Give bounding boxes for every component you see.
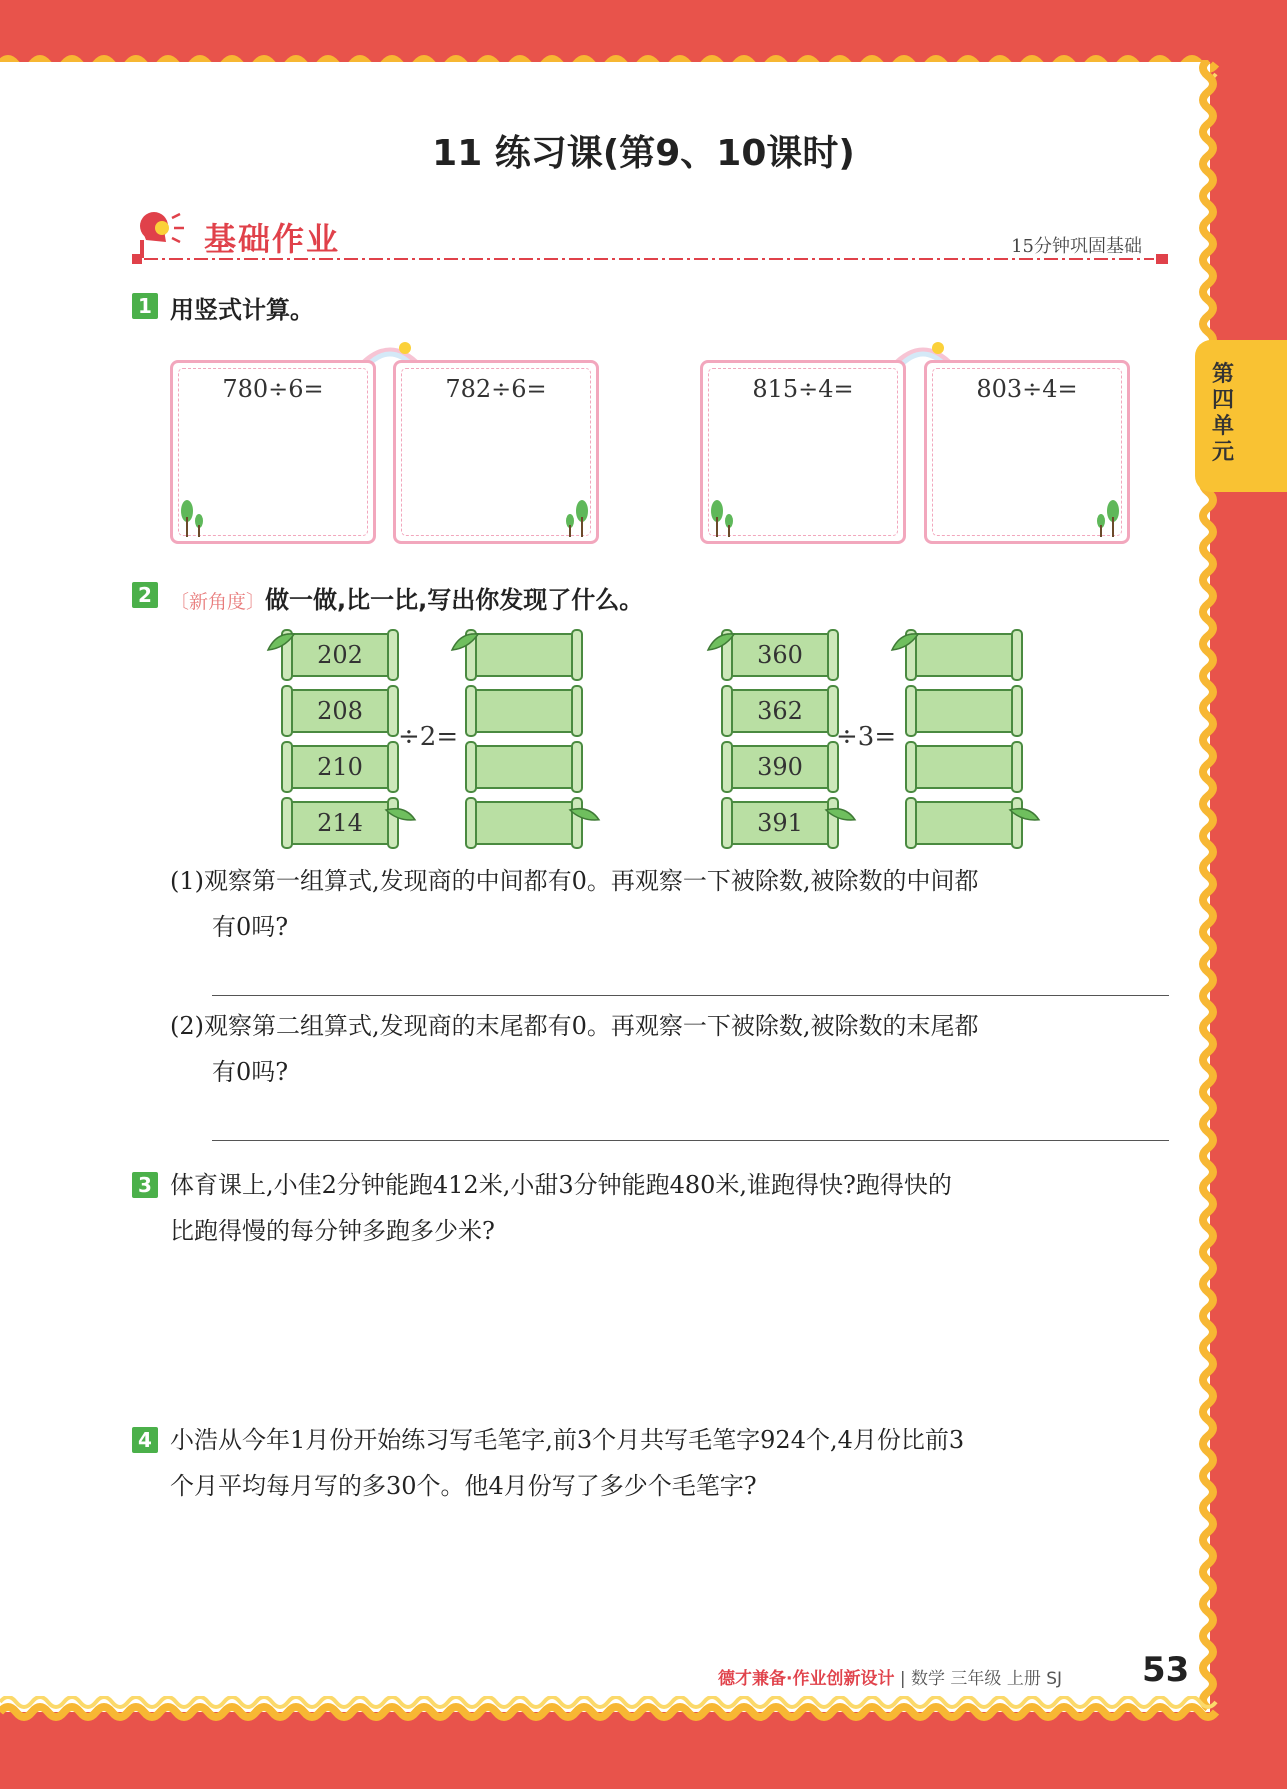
section-header	[132, 208, 1172, 268]
answer-line[interactable]	[212, 995, 1169, 996]
page-number: 53	[1142, 1650, 1190, 1690]
question-3-line-1: 体育课上,小佳2分钟能跑412米,小甜3分钟能跑480米,谁跑得快?跑得快的	[170, 1171, 952, 1199]
question-4-number: 4	[132, 1427, 158, 1453]
tree-icon	[560, 497, 590, 537]
bamboo-scrolls	[0, 620, 1287, 850]
tree-icon	[709, 497, 739, 537]
question-3-line-2: 比跑得慢的每分钟多跑多少米?	[170, 1217, 495, 1245]
quotient-blank[interactable]	[470, 690, 578, 732]
calc-box[interactable]	[170, 360, 376, 544]
division-problem: 815÷4=	[752, 375, 854, 403]
footer: 德才兼备·作业创新设计 | 数学 三年级 上册 SJ	[718, 1669, 1063, 1689]
question-1-text: 用竖式计算。	[170, 296, 314, 324]
question-4-line-1: 小浩从今年1月份开始练习写毛笔字,前3个月共写毛笔字924个,4月份比前3	[170, 1426, 965, 1454]
calc-box[interactable]	[393, 360, 599, 544]
right-wave-border	[1196, 60, 1226, 1720]
sub-question-1-line-2: 有0吗?	[212, 913, 289, 941]
question-3-number: 3	[132, 1172, 158, 1198]
division-problem: 782÷6=	[445, 375, 547, 403]
section-title: 基础作业	[204, 220, 341, 258]
divide-by-2-operator: ÷2=	[398, 722, 459, 752]
quotient-blank[interactable]	[910, 690, 1018, 732]
sub-question-2-line-2: 有0吗?	[212, 1058, 289, 1086]
page-title: 11 练习课(第9、10课时)	[432, 133, 855, 174]
unit-side-tab-label: 第四单元	[1211, 362, 1234, 465]
quotient-blank[interactable]	[470, 802, 578, 844]
question-1-number: 1	[132, 293, 158, 319]
answer-line[interactable]	[212, 1140, 1169, 1141]
quotient-blank[interactable]	[910, 802, 1018, 844]
footer-brand: 德才兼备·作业创新设计	[718, 1669, 895, 1689]
division-problem: 803÷4=	[976, 375, 1078, 403]
footer-info: 数学 三年级 上册 SJ	[911, 1669, 1063, 1689]
bottom-wave-border	[0, 1696, 1287, 1736]
question-4	[170, 1417, 1170, 1509]
sub-question-1-line-1: (1)观察第一组算式,发现商的中间都有0。再观察一下被除数,被除数的中间都	[170, 867, 979, 895]
dividend-value: 362	[757, 697, 803, 725]
quotient-blank[interactable]	[910, 746, 1018, 788]
quotient-blank[interactable]	[910, 634, 1018, 676]
quotient-blank[interactable]	[470, 746, 578, 788]
dividend-value: 391	[757, 809, 803, 837]
sub-question-1	[170, 858, 1170, 950]
dividend-value: 214	[317, 809, 363, 837]
dividend-value: 360	[757, 641, 803, 669]
calc-box[interactable]	[924, 360, 1130, 544]
question-2-heading	[170, 580, 643, 615]
question-2-number: 2	[132, 582, 158, 608]
new-angle-tag: 〔新角度〕	[170, 591, 266, 613]
quotient-blank[interactable]	[470, 634, 578, 676]
dividend-value: 210	[317, 753, 363, 781]
calc-box[interactable]	[700, 360, 906, 544]
section-note: 15分钟巩固基础	[1011, 236, 1142, 257]
sub-question-2	[170, 1003, 1170, 1095]
question-2-text: 做一做,比一比,写出你发现了什么。	[265, 586, 644, 614]
tree-icon	[1091, 497, 1121, 537]
question-4-line-2: 个月平均每月写的多30个。他4月份写了多少个毛笔字?	[170, 1472, 757, 1500]
tree-icon	[179, 497, 209, 537]
question-3	[170, 1162, 1170, 1254]
dividend-value: 202	[317, 641, 363, 669]
division-problem: 780÷6=	[222, 375, 324, 403]
sub-question-2-line-1: (2)观察第二组算式,发现商的末尾都有0。再观察一下被除数,被除数的末尾都	[170, 1012, 979, 1040]
divide-by-3-operator: ÷3=	[836, 722, 897, 752]
dividend-value: 208	[317, 697, 363, 725]
section-divider	[132, 252, 1172, 266]
dividend-value: 390	[757, 753, 803, 781]
